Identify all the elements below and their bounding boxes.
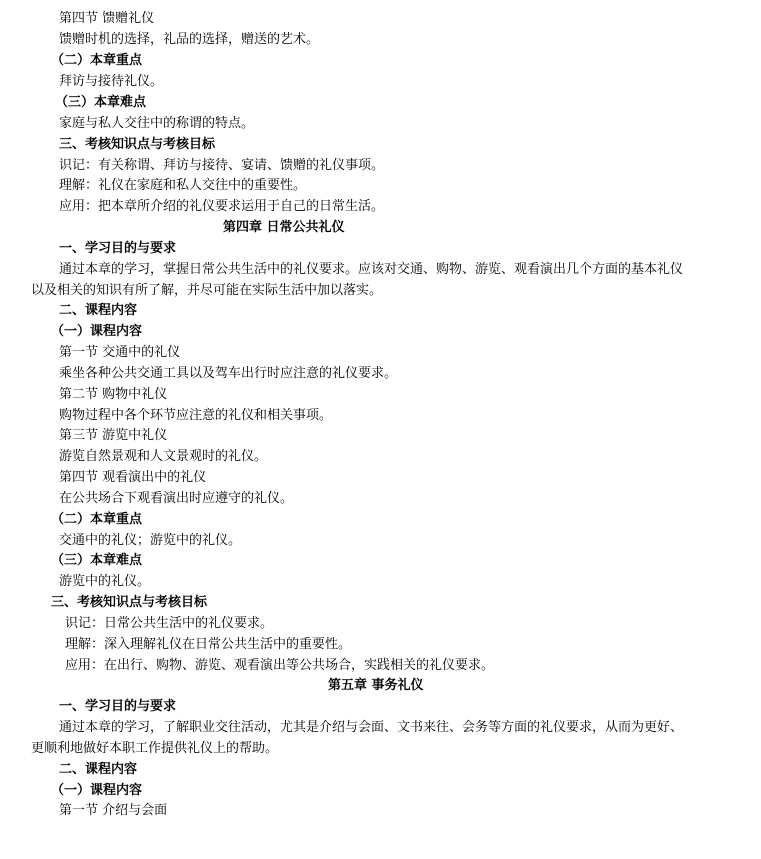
body-text: 理解：深入理解礼仪在日常公共生活中的重要性。 [65, 637, 352, 652]
body-text: 购物过程中各个环节应注意的礼仪和相关事项。 [59, 408, 333, 423]
subheading: 一、学习目的与要求 [59, 699, 177, 714]
section-title: 第四节 馈赠礼仪 [59, 11, 155, 26]
body-text: 应用：在出行、购物、游览、观看演出等公共场合，实践相关的礼仪要求。 [65, 658, 495, 673]
body-text: 应用：把本章所介绍的礼仪要求运用于自己的日常生活。 [59, 199, 385, 214]
subheading: 三、考核知识点与考核目标 [59, 137, 216, 152]
subheading: （二）本章重点 [51, 512, 143, 527]
section-title: 第二节 购物中礼仪 [59, 387, 168, 402]
subheading: （三）本章难点 [55, 95, 147, 110]
chapter-title: 第五章 事务礼仪 [328, 678, 424, 693]
body-text: 在公共场合下观看演出时应遵守的礼仪。 [59, 491, 294, 506]
body-text: 以及相关的知识有所了解，并尽可能在实际生活中加以落实。 [31, 283, 383, 298]
body-text: 家庭与私人交往中的称谓的特点。 [59, 116, 255, 131]
chapter-title: 第四章 日常公共礼仪 [223, 220, 345, 235]
subheading: （一）课程内容 [51, 324, 143, 339]
subheading: 一、学习目的与要求 [59, 241, 177, 256]
subheading: 二、课程内容 [59, 303, 138, 318]
subheading: （二）本章重点 [51, 53, 143, 68]
body-text: 馈赠时机的选择，礼品的选择，赠送的艺术。 [59, 32, 320, 47]
body-text: 识记：有关称谓、拜访与接待、宴请、馈赠的礼仪事项。 [59, 158, 385, 173]
body-text: 识记：日常公共生活中的礼仪要求。 [65, 616, 274, 631]
body-text: 理解：礼仪在家庭和私人交往中的重要性。 [59, 178, 307, 193]
body-text: 游览自然景观和人文景观时的礼仪。 [59, 449, 268, 464]
subheading: （三）本章难点 [51, 553, 143, 568]
subheading: 二、课程内容 [59, 762, 138, 777]
section-title: 第三节 游览中礼仪 [59, 428, 168, 443]
subheading: （一）课程内容 [51, 783, 143, 798]
body-text: 拜访与接待礼仪。 [59, 74, 164, 89]
section-title: 第四节 观看演出中的礼仪 [59, 470, 207, 485]
body-text: 更顺利地做好本职工作提供礼仪上的帮助。 [31, 741, 279, 756]
body-text: 通过本章的学习，掌握日常公共生活中的礼仪要求。应该对交通、购物、游览、观看演出几个方面的基本礼仪 [59, 262, 684, 277]
subheading: 三、考核知识点与考核目标 [51, 595, 208, 610]
body-text: 交通中的礼仪；游览中的礼仪。 [59, 533, 242, 548]
section-title: 第一节 交通中的礼仪 [59, 345, 181, 360]
body-text: 游览中的礼仪。 [59, 574, 151, 589]
body-text: 乘坐各种公共交通工具以及驾车出行时应注意的礼仪要求。 [59, 366, 398, 381]
body-text: 通过本章的学习，了解职业交往活动，尤其是介绍与会面、文书来往、会务等方面的礼仪要求，从而为更好、 [59, 720, 684, 735]
section-title: 第一节 介绍与会面 [59, 803, 168, 818]
